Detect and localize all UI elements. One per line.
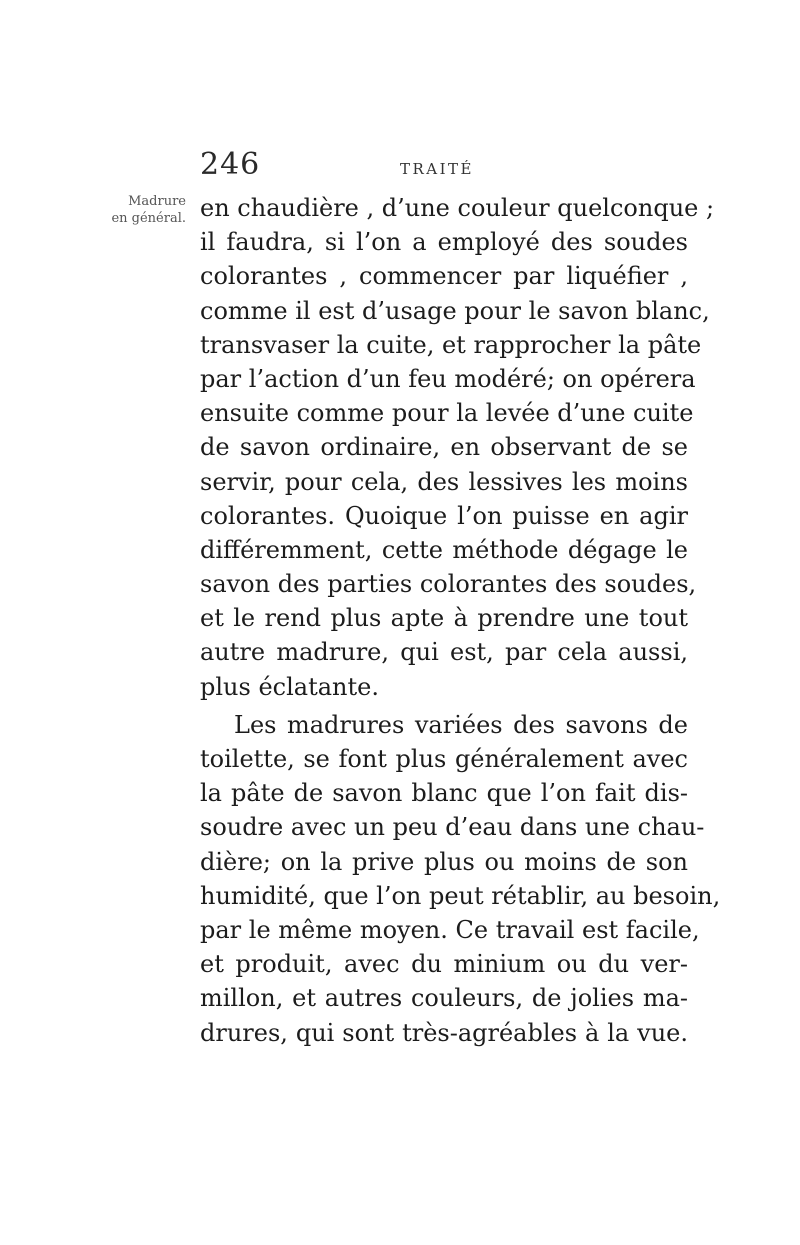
text-line: millon, et autres couleurs, de jolies ma- [200,984,688,1013]
running-title: TRAITÉ [400,160,475,178]
text-line: et le rend plus apte à prendre une tout [200,604,688,633]
text-line: en chaudière , d’une couleur quelconque ; [200,194,715,222]
text-line: de savon ordinaire, en observant de se [200,433,688,462]
text-line: Les madrures variées des savons de [234,710,688,739]
text-line: servir, pour cela, des lessives les moins [200,467,688,496]
page-number: 246 [200,147,261,182]
text-line: par l’action d’un feu modéré; on opérera [200,364,696,393]
text-line: humidité, que l’on peut rétablir, au besoin, [200,881,721,910]
text-line: drures, qui sont très-agréables à la vue. [200,1018,688,1047]
text-line: autre madrure, qui est, par cela aussi, [200,638,688,667]
paragraph-1 [200,191,715,704]
text-line: transvaser la cuite, et rapprocher la pâte [200,330,702,359]
marginal-note-line: en général. [111,211,186,226]
text-line: plus éclatante. [200,672,379,701]
text-line: il faudra, si l’on a employé des soudes [200,228,688,257]
text-line: colorantes , commencer par liquéfier , [200,262,688,291]
text-line: soudre avec un peu d’eau dans une chau- [200,813,705,842]
text-line: la pâte de savon blanc que l’on fait dis- [200,779,688,808]
text-line: et produit, avec du minium ou du ver- [200,950,688,979]
text-line: colorantes. Quoique l’on puisse en agir [200,501,688,530]
text-line: toilette, se font plus généralement avec [200,745,688,773]
text-line: savon des parties colorantes des soudes, [200,570,697,599]
text-line: comme il est d’usage pour le savon blanc, [200,296,710,325]
text-line: dière; on la prive plus ou moins de son [200,847,688,876]
marginal-note-line: Madrure [128,194,186,209]
running-head [200,147,685,187]
text-line: ensuite comme pour la levée d’une cuite [200,399,694,428]
body-text [200,191,721,1050]
text-line: différemment, cette méthode dégage le [200,535,688,564]
paragraph-2 [200,708,721,1050]
marginal-note [100,193,186,227]
text-line: par le même moyen. Ce travail est facile, [200,915,700,944]
